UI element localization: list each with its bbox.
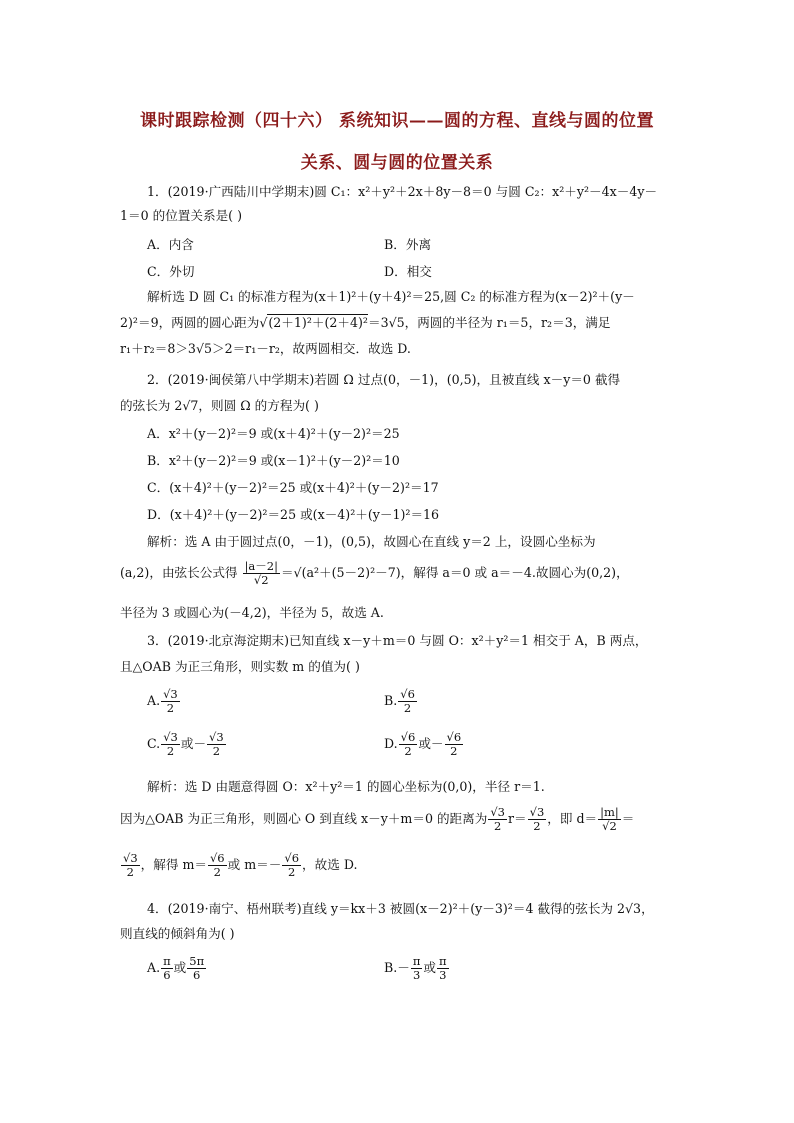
- q3-solution-line1: 解析：选 D 由题意得圆 O：x²＋y²＝1 的圆心坐标为(0,0)，半径 r＝1.: [147, 779, 545, 794]
- q3-solution-text: ，解得 m＝: [140, 857, 207, 872]
- q1-option-d: D．相交: [384, 264, 432, 279]
- fraction-numerator: |a－2|: [244, 559, 278, 573]
- q3-option-c: [147, 731, 227, 758]
- q2-stem-line1: 2．(2019·闽侯第八中学期末)若圆 Ω 过点(0，－1)，(0,5)，且被直线 x－y＝0 截得: [147, 372, 621, 387]
- q3-solution-text: ，即 d＝: [547, 811, 598, 826]
- q2-fraction: [243, 560, 280, 587]
- option-label: A.: [147, 693, 161, 708]
- q3-stem-line1: 3．(2019·北京海淀期末)已知直线 x－y＋m＝0 与圆 O：x²＋y²＝1 相交于 A，B 两点，: [147, 633, 648, 648]
- q3-stem-line2: 且△OAB 为正三角形，则实数 m 的值为( ): [120, 659, 360, 674]
- q2-solution-line3: 半径为 3 或圆心为(－4,2)，半径为 5，故选 A.: [120, 605, 384, 620]
- fraction-denominator: 6: [193, 968, 201, 982]
- fraction: [445, 731, 464, 758]
- fraction-numerator: √3: [490, 805, 505, 819]
- fraction: [598, 806, 621, 833]
- page-title: 课时跟踪检测（四十六） 系统知识——圆的方程、直线与圆的位置: [140, 111, 654, 131]
- fraction-denominator: 2: [166, 701, 175, 715]
- q1-radicand: (2＋1)²＋(2＋4)²: [268, 315, 368, 330]
- q2-stem-line2: 的弦长为 2√7，则圆 Ω 的方程为( ): [120, 398, 319, 413]
- fraction-denominator: 3: [412, 968, 421, 982]
- q1-solution-text-cont: ＝3√5，两圆的半径为 r₁＝5，r₂＝3，满足: [367, 315, 611, 330]
- fraction-denominator: 2: [533, 819, 541, 833]
- option-label: C.: [147, 736, 161, 751]
- fraction-numerator: √6: [400, 730, 416, 744]
- fraction-numerator: π: [163, 954, 171, 968]
- q4-option-a: [147, 955, 207, 982]
- fraction-denominator: 3: [439, 968, 447, 982]
- q1-solution-line2: [120, 314, 680, 332]
- fraction: [208, 852, 227, 879]
- q2-option-b: B．x²＋(y－2)²＝9 或(x－1)²＋(y－2)²＝10: [147, 453, 400, 468]
- fraction: [161, 955, 173, 982]
- q4-stem-line1: 4．(2019·南宁、梧州联考)直线 y＝kx＋3 被圆(x－2)²＋(y－3)²＝4 截得的弦长为 2√3，: [147, 901, 654, 916]
- fraction-numerator: √3: [209, 730, 224, 744]
- fraction-numerator: √3: [123, 851, 138, 865]
- q4-option-b: [384, 955, 450, 982]
- fraction: [282, 852, 301, 879]
- option-label: B.: [384, 693, 398, 708]
- q3-option-b: [384, 688, 418, 715]
- fraction-denominator: 2: [213, 865, 221, 879]
- q3-solution-text: ＝: [621, 811, 635, 826]
- q1-option-a: A．内含: [147, 237, 194, 252]
- q2-solution-line2: [120, 560, 680, 587]
- fraction-numerator: |m|: [600, 805, 619, 819]
- q3-solution-text: ，故选 D.: [302, 857, 358, 872]
- page-title-continued: 关系、圆与圆的位置关系: [300, 153, 494, 173]
- fraction: [398, 688, 417, 715]
- fraction: [528, 806, 547, 833]
- fraction-numerator: √3: [529, 805, 545, 819]
- fraction-numerator: √3: [163, 687, 178, 701]
- q2-solution-text-cont: ＝√(a²＋(5－2)²－7)，解得 a＝0 或 a＝－4.故圆心为(0,2)，: [280, 565, 629, 580]
- q3-solution-line3: [120, 852, 680, 879]
- fraction-denominator: √2: [253, 573, 269, 587]
- fraction-denominator: 6: [163, 968, 171, 982]
- q2-option-a: A．x²＋(y－2)²＝9 或(x＋4)²＋(y－2)²＝25: [147, 426, 400, 441]
- q2-solution-line1: 解析：选 A 由于圆过点(0，－1)，(0,5)，故圆心在直线 y＝2 上，设圆心坐标为: [147, 534, 596, 549]
- q2-option-c: C．(x＋4)²＋(y－2)²＝25 或(x＋4)²＋(y－2)²＝17: [147, 480, 439, 495]
- option-label: A.: [147, 960, 161, 975]
- fraction: [187, 955, 206, 982]
- fraction-denominator: 2: [403, 701, 412, 715]
- fraction: [488, 806, 507, 833]
- fraction: [207, 731, 226, 758]
- q3-solution-text: 或 m＝－: [227, 857, 282, 872]
- option-label: B.－: [384, 960, 410, 975]
- q1-option-c: C．外切: [147, 264, 195, 279]
- option-connector: 或－: [418, 736, 444, 751]
- fraction: [437, 955, 449, 982]
- fraction-denominator: 2: [404, 744, 412, 758]
- option-connector: 或－: [180, 736, 207, 751]
- fraction-numerator: √6: [284, 851, 300, 865]
- q3-option-a: [147, 688, 181, 715]
- fraction-denominator: 2: [212, 744, 221, 758]
- q2-solution-text: (a,2)，由弦长公式得: [120, 565, 238, 580]
- fraction-denominator: 2: [126, 865, 134, 879]
- q3-option-d: [384, 731, 464, 758]
- fraction-numerator: √3: [163, 730, 178, 744]
- fraction: [121, 852, 140, 879]
- fraction-numerator: √6: [446, 730, 462, 744]
- q2-option-d: D．(x＋4)²＋(y－2)²＝25 或(x－4)²＋(y－1)²＝16: [147, 507, 440, 522]
- fraction-denominator: 2: [450, 744, 458, 758]
- fraction-numerator: π: [412, 954, 421, 968]
- fraction-denominator: 2: [166, 744, 175, 758]
- q1-stem-line2: 1＝0 的位置关系是( ): [120, 208, 243, 223]
- fraction: [399, 731, 418, 758]
- q1-solution-line1: 解析选 D 圆 C₁ 的标准方程为(x＋1)²＋(y＋4)²＝25,圆 C₂ 的标准方程为(x－2)²＋(y－: [147, 289, 635, 304]
- q3-solution-text: 因为△OAB 为正三角形，则圆心 O 到直线 x－y＋m＝0 的距离为: [120, 811, 488, 826]
- fraction-denominator: 2: [288, 865, 296, 879]
- q1-solution-text: 2)²＝9，两圆的圆心距为: [120, 315, 260, 330]
- fraction-denominator: √2: [602, 819, 617, 833]
- fraction-numerator: 5π: [189, 954, 205, 968]
- q3-solution-text: r＝: [508, 811, 527, 826]
- fraction: [411, 955, 423, 982]
- fraction: [161, 688, 180, 715]
- fraction-numerator: π: [439, 954, 447, 968]
- q1-option-b: B．外离: [384, 237, 432, 252]
- q1-solution-line3: r₁＋r₂＝8＞3√5＞2＝r₁－r₂，故两圆相交．故选 D.: [120, 341, 411, 356]
- q1-stem-line1: 1．(2019·广西陆川中学期末)圆 C₁：x²＋y²＋2x＋8y－8＝0 与圆 C₂：x²＋y²－4x－4y－: [147, 184, 658, 199]
- q3-solution-line2: [120, 806, 680, 833]
- fraction-denominator: 2: [494, 819, 502, 833]
- option-connector: 或: [173, 960, 187, 975]
- fraction-numerator: √6: [400, 687, 415, 701]
- option-label: D.: [384, 736, 398, 751]
- fraction: [161, 731, 180, 758]
- q4-stem-line2: 则直线的倾斜角为( ): [120, 926, 235, 941]
- fraction-numerator: √6: [209, 851, 225, 865]
- option-connector: 或: [423, 960, 437, 975]
